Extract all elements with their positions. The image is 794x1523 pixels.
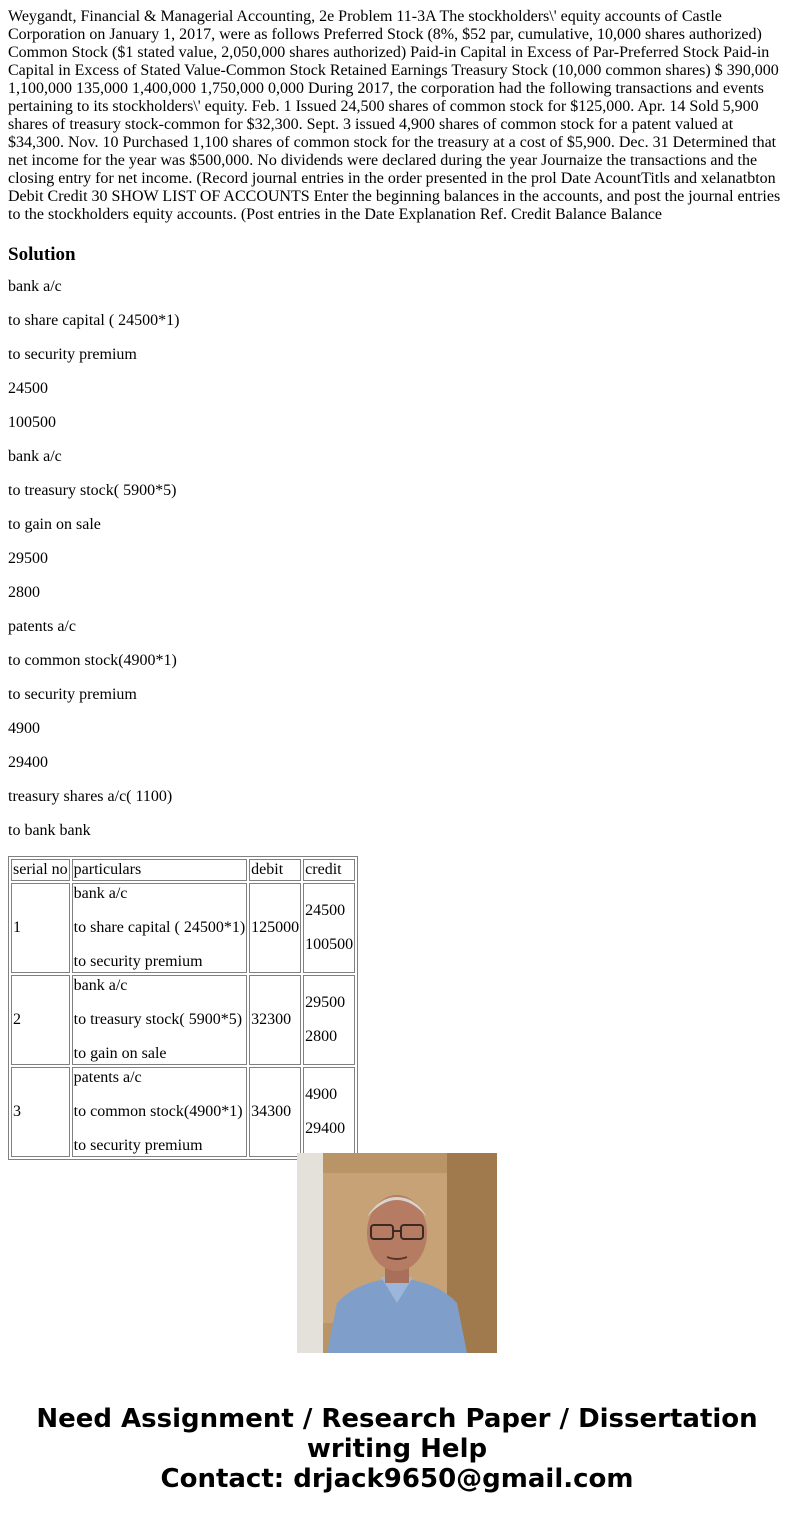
solution-lines: [8, 278, 786, 840]
debit-cell: 32300: [249, 975, 301, 1065]
solution-line: 24500: [8, 380, 48, 397]
particulars-line: bank a/c: [73, 977, 128, 994]
credit-line: 4900: [305, 1086, 338, 1103]
credit-line: 29400: [305, 1120, 346, 1137]
solution-line: to bank bank: [8, 822, 91, 839]
credit-line: 100500: [305, 936, 354, 953]
particulars-line: to share capital ( 24500*1): [73, 919, 246, 936]
solution-line: 4900: [8, 720, 40, 737]
contact-banner: [0, 1404, 794, 1494]
serial-cell: 3: [11, 1067, 70, 1157]
solution-line: 100500: [8, 414, 56, 431]
banner-line: writing Help: [306, 1434, 488, 1464]
header-serial: serial no: [11, 859, 70, 881]
header-debit: debit: [249, 859, 301, 881]
table-header-row: [11, 859, 355, 881]
serial-cell: 1: [11, 883, 70, 973]
solution-line: to share capital ( 24500*1): [8, 312, 180, 329]
solution-line: to security premium: [8, 346, 137, 363]
credit-line: 24500: [305, 902, 346, 919]
solution-line: 29400: [8, 754, 48, 771]
solution-line: to treasury stock( 5900*5): [8, 482, 177, 499]
solution-line: bank a/c: [8, 278, 62, 295]
solution-line: to common stock(4900*1): [8, 652, 177, 669]
table-row: [11, 1067, 355, 1157]
particulars-line: to security premium: [73, 953, 203, 970]
banner-line: Need Assignment / Research Paper / Dissertation: [36, 1404, 758, 1434]
particulars-cell: [72, 975, 248, 1065]
particulars-cell: [72, 1067, 248, 1157]
credit-cell: [303, 1067, 355, 1157]
particulars-line: patents a/c: [73, 1069, 142, 1086]
header-particulars: particulars: [72, 859, 248, 881]
banner-contact: Contact: drjack9650@gmail.com: [160, 1464, 634, 1494]
avatar-photo: [297, 1153, 497, 1353]
credit-line: 2800: [305, 1028, 338, 1045]
solution-line: to gain on sale: [8, 516, 101, 533]
particulars-line: bank a/c: [73, 885, 128, 902]
credit-cell: [303, 975, 355, 1065]
credit-cell: [303, 883, 355, 973]
solution-line: to security premium: [8, 686, 137, 703]
particulars-line: to security premium: [73, 1137, 203, 1154]
solution-line: 29500: [8, 550, 48, 567]
table-row: [11, 883, 355, 973]
solution-heading: Solution: [8, 244, 76, 265]
debit-cell: 34300: [249, 1067, 301, 1157]
journal-table: [8, 856, 358, 1160]
solution-line: bank a/c: [8, 448, 62, 465]
avatar: [297, 1153, 497, 1353]
debit-cell: 125000: [249, 883, 301, 973]
header-credit: credit: [303, 859, 355, 881]
solution-line: patents a/c: [8, 618, 76, 635]
particulars-line: to common stock(4900*1): [73, 1103, 243, 1120]
document-content: [8, 0, 786, 1154]
serial-cell: 2: [11, 975, 70, 1065]
particulars-cell: [72, 883, 248, 973]
table-row: [11, 975, 355, 1065]
problem-text: Weygandt, Financial & Managerial Accounting, 2e Problem 11-3A The stockholders\' equity accounts of Castle Corporation on January 1, 2017, were as follows Preferred Stock (8%, $52 par, cumulative, 10,000 shares authorized) Common Stock ($1 stated value, 2,050,000 shares authorized) Paid-in Capital in Excess of Par-Preferred Stock Paid-in Capital in Excess of Stated Value-Common Stock Retained Earnings Treasury Stock (10,000 common shares) $ 390,000 1,100,000 135,000 1,400,000 1,750,000 0,000 During 2017, the corporation had the following transactions and events pertaining to its stockholders\' equity. Feb. 1 Issued 24,500 shares of common stock for $125,000. Apr. 14 Sold 5,900 shares of treasury stock-common for $32,300. Sept. 3 issued 4,900 shares of common stock for a patent valued at $34,300. Nov. 10 Purchased 1,100 shares of common stock for the treasury at a cost of $5,900. Dec. 31 Determined that net income for the year was $500,000. No dividends were declared during the year Journaize the transactions and the closing entry for net income. (Record journal entries in the order presented in the prol Date AcountTitls and xelanatbton Debit Credit 30 SHOW LIST OF ACCOUNTS Enter the beginning balances in the accounts, and post the journal entries to the stockholders equity accounts. (Post entries in the Date Explanation Ref. Credit Balance Balance: [8, 8, 781, 223]
credit-line: 29500: [305, 994, 346, 1011]
solution-line: treasury shares a/c( 1100): [8, 788, 173, 805]
particulars-line: to treasury stock( 5900*5): [73, 1011, 243, 1028]
solution-line: 2800: [8, 584, 40, 601]
particulars-line: to gain on sale: [73, 1045, 167, 1062]
